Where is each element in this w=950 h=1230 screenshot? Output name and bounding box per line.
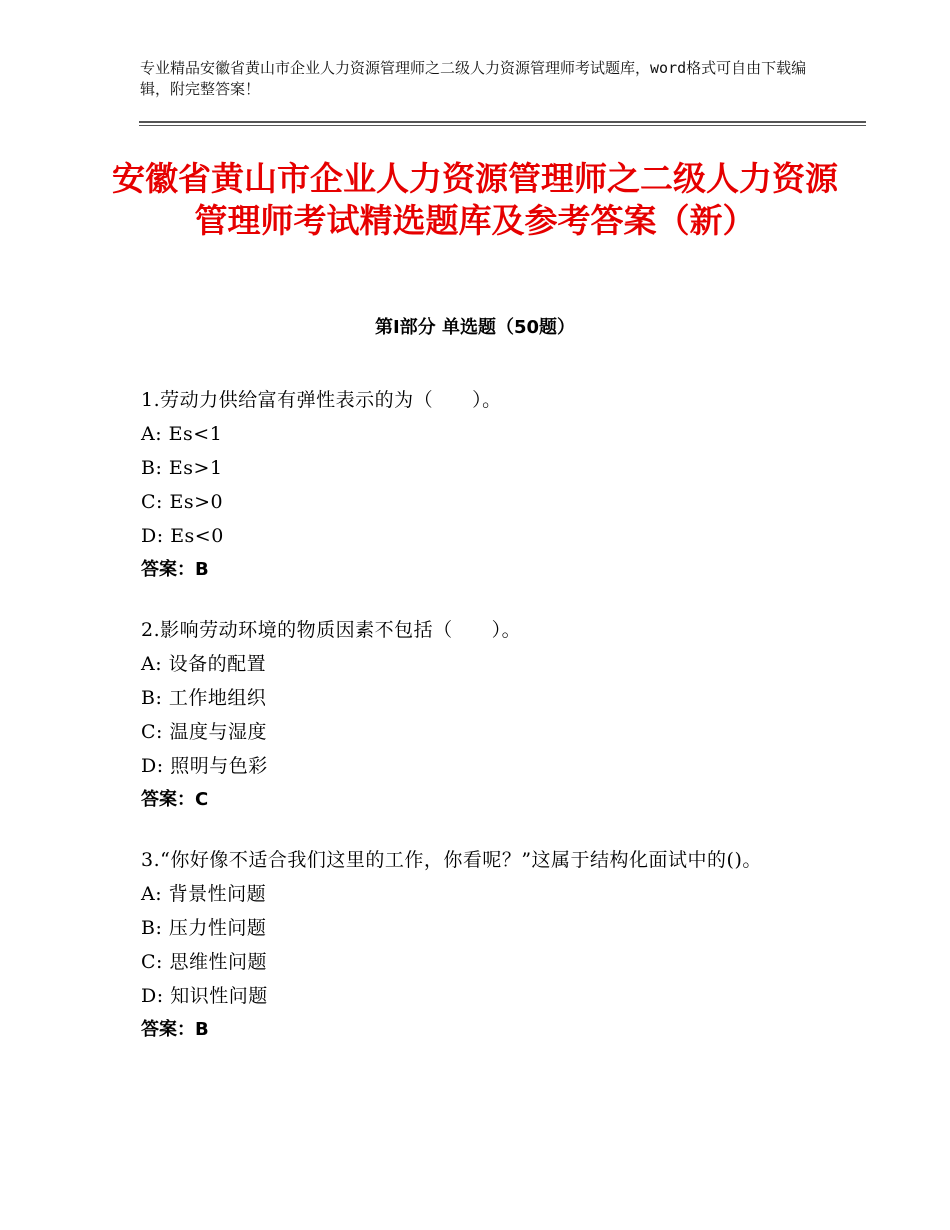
option-text: 压力性问题 bbox=[168, 917, 267, 939]
option-b bbox=[141, 911, 821, 945]
option-a bbox=[141, 417, 821, 451]
question-list bbox=[141, 383, 821, 1073]
option-c bbox=[141, 715, 821, 749]
option-letter: D: bbox=[141, 525, 164, 547]
option-a bbox=[141, 647, 821, 681]
option-text: 设备的配置 bbox=[168, 653, 267, 675]
header-divider-thick bbox=[139, 121, 866, 123]
option-letter: C: bbox=[141, 951, 163, 973]
question-stem: 2.影响劳动环境的物质因素不包括（ ）。 bbox=[141, 619, 522, 641]
option-letter: B: bbox=[141, 457, 163, 479]
header-divider-thin bbox=[139, 125, 866, 126]
option-letter: A: bbox=[141, 423, 163, 445]
option-text: Es>1 bbox=[168, 457, 223, 479]
option-letter: C: bbox=[141, 721, 163, 743]
option-c bbox=[141, 945, 821, 979]
option-letter: C: bbox=[141, 491, 163, 513]
question-stem: 3.“你好像不适合我们这里的工作，你看呢？”这属于结构化面试中的()。 bbox=[141, 849, 762, 871]
option-d bbox=[141, 979, 821, 1013]
question-1 bbox=[141, 383, 821, 587]
option-letter: A: bbox=[141, 883, 163, 905]
option-a bbox=[141, 877, 821, 911]
option-text: 工作地组织 bbox=[168, 687, 267, 709]
option-text: Es>0 bbox=[169, 491, 224, 513]
header-note: 专业精品安徽省黄山市企业人力资源管理师之二级人力资源管理师考试题库，word格式可自由下载编辑，附完整答案！ bbox=[140, 59, 807, 98]
option-d bbox=[141, 519, 821, 553]
option-text: Es<0 bbox=[170, 525, 224, 547]
question-stem: 1.劳动力供给富有弹性表示的为（ ）。 bbox=[141, 389, 502, 411]
option-letter: B: bbox=[141, 917, 163, 939]
option-text: Es<1 bbox=[168, 423, 223, 445]
option-b bbox=[141, 451, 821, 485]
answer-label: 答案：B bbox=[141, 559, 209, 580]
option-text: 照明与色彩 bbox=[170, 755, 268, 777]
question-2 bbox=[141, 613, 821, 817]
option-letter: D: bbox=[141, 755, 164, 777]
option-b bbox=[141, 681, 821, 715]
option-letter: D: bbox=[141, 985, 164, 1007]
option-text: 温度与湿度 bbox=[169, 721, 268, 743]
section-title: 第Ⅰ部分 单选题（50题） bbox=[374, 317, 575, 338]
answer-label: 答案：C bbox=[141, 789, 209, 810]
answer-label: 答案：B bbox=[141, 1019, 209, 1040]
option-text: 背景性问题 bbox=[168, 883, 267, 905]
option-d bbox=[141, 749, 821, 783]
option-text: 思维性问题 bbox=[169, 951, 268, 973]
option-text: 知识性问题 bbox=[170, 985, 268, 1007]
option-letter: B: bbox=[141, 687, 163, 709]
question-3 bbox=[141, 843, 821, 1047]
document-title: 安徽省黄山市企业人力资源管理师之二级人力资源管理师考试精选题库及参考答案（新） bbox=[112, 159, 838, 240]
option-letter: A: bbox=[141, 653, 163, 675]
option-c bbox=[141, 485, 821, 519]
